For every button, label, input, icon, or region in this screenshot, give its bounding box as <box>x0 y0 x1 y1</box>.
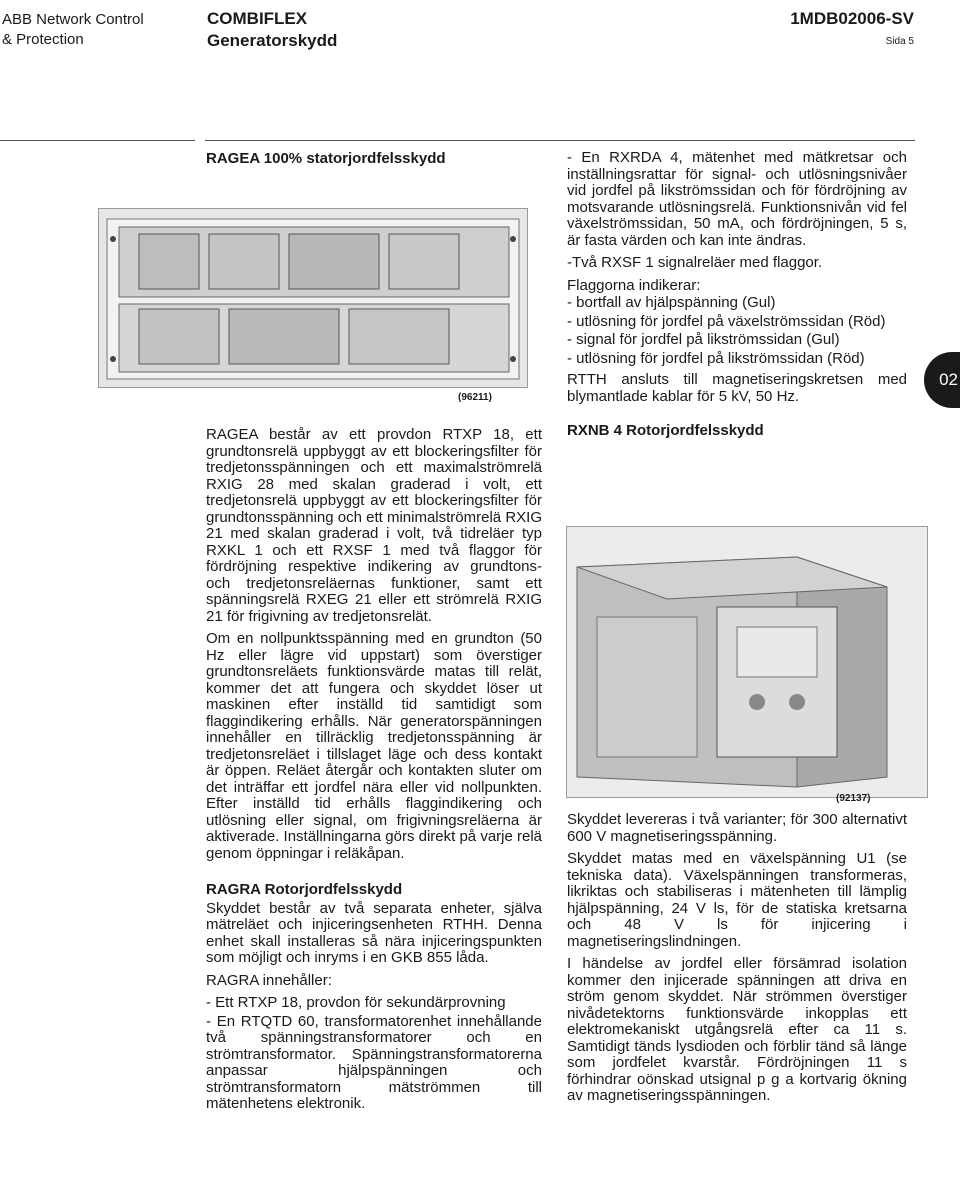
section-tab <box>924 352 960 408</box>
list-item: - utlösning för jordfel på likströmssidan (Röd) <box>567 349 865 367</box>
flags-list <box>567 295 907 367</box>
company-name <box>2 10 144 50</box>
rxnb-photo-caption: (92137) <box>836 793 871 804</box>
rxsf-item: -Två RXSF 1 signalreläer med flaggor. <box>567 254 823 271</box>
rxnb-heading: RXNB 4 Rotorjordfelsskydd <box>567 422 764 439</box>
list-item: - bortfall av hjälpspänning (Gul) <box>567 294 776 311</box>
ragra-description: Skyddet består av två separata enheter, själva mätreläet och injiceringsenheten RTHH. Denna enhet skall installeras så nära injiceringspunkten som möjligt och inryms i en GKB 855 låda. <box>206 899 542 966</box>
ragea-photo <box>98 208 528 388</box>
ragea-photo-caption: (96211) <box>458 392 492 403</box>
product-name: COMBIFLEX <box>207 9 308 28</box>
rxnb-function: I händelse av jordfel eller försämrad isolation kommer den injicerade spänningen att driva en ström genom skyddet. När strömmen överstiger nivådetektorns funktionsvärde inkopplas ett elektromekaniskt utgångsrelä efter ca 11 s. Samtidigt tänds lysdioden och förblir tänd så länge som jordfelet kvarstår. Fördröjningen 11 s förhindrar oönskad utsignal p g a kortvarig ökning av magnetiseringsspänningen. <box>567 955 907 1104</box>
rxnb-variants: Skyddet levereras i två varianter; för 300 alternativt 600 V magnetiseringsspänning. <box>567 811 907 845</box>
left-column-text <box>206 427 542 1118</box>
company-line-2: & Protection <box>2 31 84 48</box>
rtth-note: RTTH ansluts till magnetiseringskretsen med blymantlade kablar för 5 kV, 50 Hz. <box>567 371 907 405</box>
right-column-bottom <box>567 812 907 1111</box>
ragra-contents-intro: RAGRA innehåller: <box>206 971 332 989</box>
relay-rack-illustration <box>99 209 527 387</box>
header-rule-right <box>205 140 915 141</box>
doc-info <box>790 8 914 47</box>
product-subtitle: Generatorskydd <box>207 31 338 50</box>
flags-intro: Flaggorna indikerar: <box>567 276 701 294</box>
ragra-heading: RAGRA Rotorjordfelsskydd <box>206 881 403 898</box>
rxnb-photo <box>566 526 928 798</box>
ragra-contents-list <box>206 995 542 1113</box>
ragea-description: RAGEA består av ett provdon RTXP 18, ett grundtonsrelä uppbyggt av ett blockeringsfilter för tredjetonsspänningen och ett maximalströmrelä RXIG 28 med skalan graderad i volt, ett tredjetonsrelä uppbyggt av ett blockeringsfilter för grundtonsspänning och ett minimalströmrelä RXIG 21 med skalan graderad i volt, två tidreläer typ RXKL 1 och ett RXSF 1 med två flaggor för fördröjning respektive indikering av grundtons- och tredjetonsreläernas funktioner, samt ett spänningsrelä RXEG 21 eller ett strömrelä RXIG 21 för frigivning av tredjetonsrelät. <box>206 426 542 625</box>
ragea-function: Om en nollpunktsspänning med en grundton (50 Hz eller lägre vid uppstart) som överstiger grundtonsreläets funktionsvärde matas till relät, kommer det att fungera och skyddet löser ut maskinen efter inställd tid samtidigt som flaggindikering erhålls. När generatorspänningen innehåller en tillräcklig tredjetonsspänning är tredjetonsreläet i tillslaget läge och dess kontakt är öppen. Reläet återgår och kontakten sluter om det inträffar ett jordfel nära eller vid nollpunkten. Efter inställd tid erhålls flaggindikering och utlösning eller signal, om frigivningsreläerna är aktiverade. Inställningarna görs direkt på varje relä genom öppningar i reläkåpan. <box>206 630 543 862</box>
list-item: - Ett RTXP 18, provdon för sekundärprovning <box>206 994 506 1011</box>
section-tab-label: 02 <box>939 370 958 389</box>
header-rule-left <box>0 140 195 141</box>
ragea-heading: RAGEA 100% statorjordfelsskydd <box>206 150 446 167</box>
list-item: - En RTQTD 60, transformatorenhet innehållande två spänningstransformatorer och en strömtransformator. Spänningstransformatorerna anpassar hjälpspänningen och strömtransformatorn mätströmmen till mätenhetens elektronik. <box>206 1012 542 1112</box>
company-line-1: ABB Network Control <box>2 11 144 28</box>
page-number: Sida 5 <box>885 36 914 47</box>
doc-number: 1MDB02006-SV <box>790 9 914 28</box>
right-column-top <box>567 150 907 442</box>
rxnb-supply: Skyddet matas med en växelspänning U1 (se tekniska data). Växelspänningen transformeras, likriktas och stabiliseras i mätenheten till lämplig hjälpspänning, 24 V ls, för de statiska kretsarna och 48 V ls för injicering i magnetiseringslindningen. <box>567 850 907 950</box>
list-item: - signal för jordfel på likströmssidan (Gul) <box>567 331 840 348</box>
rxrda-item: - En RXRDA 4, mätenhet med mätkretsar och inställningsrattar för signal- och utlösningsnivåer vid jordfel på likströmssidan och för fördröjning av motsvarande utlösningsrelä. Funktionsnivån vid fel växelströmssidan, 50 mA, och fördröjningen, 5 s, är fasta värden och kan inte ändras. <box>567 149 907 249</box>
relay-unit-illustration <box>567 527 927 797</box>
list-item: - utlösning för jordfel på växelströmssidan (Röd) <box>567 312 886 330</box>
product-block <box>207 8 337 52</box>
